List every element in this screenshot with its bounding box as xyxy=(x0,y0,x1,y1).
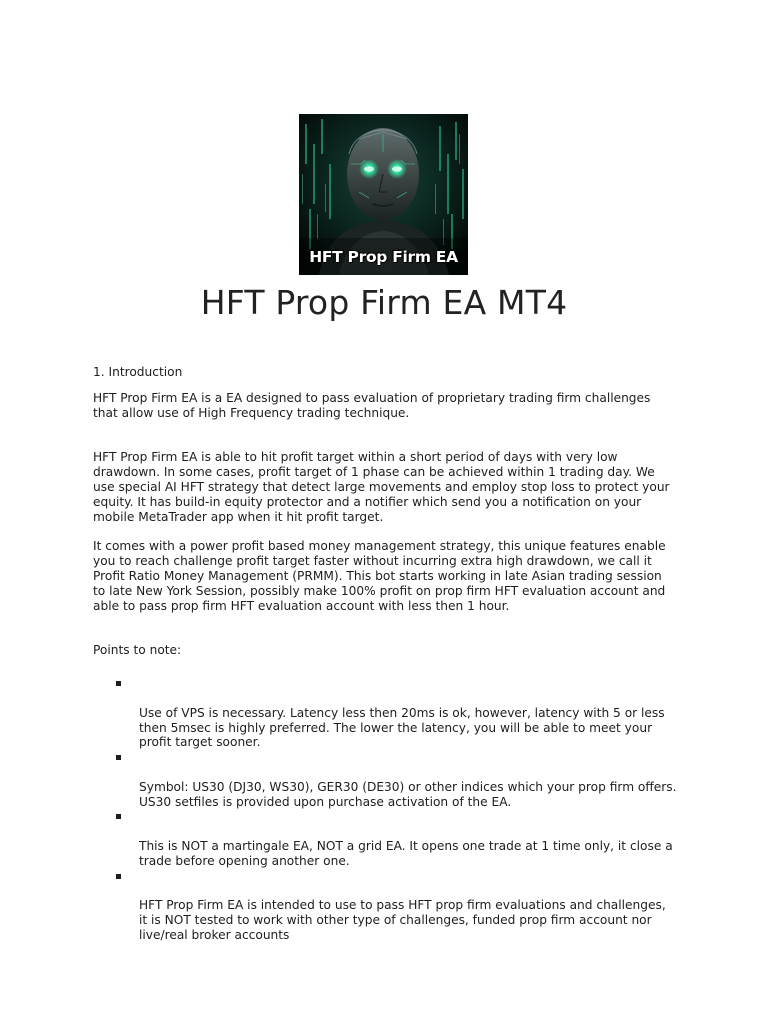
cover-caption: HFT Prop Firm EA xyxy=(309,248,458,266)
paragraph-3: It comes with a power profit based money management strategy, this unique features enable you to reach challenge profit target faster without incurring extra high drawdown, we call it Profit Ratio Money Management (PRMM). This bot starts working in late Asian trading session to late New York Session, possibly make 100% profit on prop firm HFT evaluation account and able to pass prop firm HFT evaluation account with less then 1 hour. xyxy=(93,539,666,613)
paragraph-2: HFT Prop Firm EA is able to hit profit target within a short period of days with very low drawdown. In some cases, profit target of 1 phase can be achieved within 1 trading day. We use special AI HFT strategy that detect large movements and employ stop loss to protect your equity. It has build-in equity protector and a notifier which send you a notification on your mobile MetaTrader app when it hit profit target. xyxy=(93,450,670,524)
list-item-text: Use of VPS is necessary. Latency less then 20ms is ok, however, latency with 5 or less then 5msec is highly preferred. The lower the latency, you will be able to meet your profit target sooner. xyxy=(139,705,665,750)
list-item xyxy=(93,676,683,750)
list-item-text: HFT Prop Firm EA is intended to use to pass HFT prop firm evaluations and challenges, it is NOT tested to work with other type of challenges, funded prop firm account nor live/real broker accounts xyxy=(139,898,666,942)
square-bullet-icon xyxy=(116,755,121,760)
square-bullet-icon xyxy=(116,681,121,686)
square-bullet-icon xyxy=(116,814,121,819)
list-item xyxy=(93,750,683,809)
points-heading: Points to note: xyxy=(93,643,182,658)
list-item-text: Symbol: US30 (DJ30, WS30), GER30 (DE30) or other indices which your prop firm offers. US30 setfiles is provided upon purchase activation of the EA. xyxy=(139,779,677,809)
cover-image xyxy=(299,114,468,275)
document-body xyxy=(93,365,683,943)
list-item xyxy=(93,869,683,943)
list-item xyxy=(93,809,683,868)
square-bullet-icon xyxy=(116,874,121,879)
page-title: HFT Prop Firm EA MT4 xyxy=(200,283,568,322)
list-item-text: This is NOT a martingale EA, NOT a grid EA. It opens one trade at 1 time only, it close a trade before opening another one. xyxy=(139,838,673,868)
paragraph-1: HFT Prop Firm EA is a EA designed to pass evaluation of proprietary trading firm challenges that allow use of High Frequency trading technique. xyxy=(93,390,651,420)
points-list xyxy=(93,676,683,942)
section-heading-introduction: 1. Introduction xyxy=(93,365,183,379)
